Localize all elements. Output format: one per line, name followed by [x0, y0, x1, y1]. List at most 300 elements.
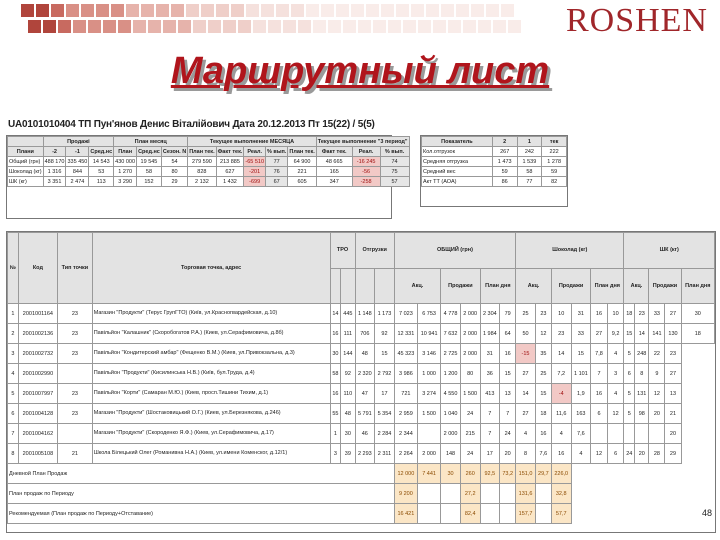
stripe-square [441, 4, 454, 17]
outlet-value-cell: 31 [571, 304, 591, 324]
outlet-value-cell: 1,9 [571, 384, 591, 404]
outlet-value-cell: 22 [649, 344, 665, 364]
outlet-value-cell: 24 [460, 404, 480, 424]
footer-value-cell: 226,0 [551, 464, 571, 484]
outlet-code-cell: 2001002136 [18, 324, 57, 344]
outlet-value-cell [418, 424, 441, 444]
column-header-cell: -1 [66, 147, 89, 157]
outlet-value-cell: 50 [516, 324, 536, 344]
stripe-square [403, 20, 416, 33]
plan-row [8, 157, 410, 167]
main-table-row [8, 444, 715, 464]
outlet-value-cell: 45 323 [394, 344, 417, 364]
plan-value-cell: 53 [89, 167, 114, 177]
column-header-cell: % вып. [267, 148, 287, 155]
outlet-value-cell: 18 [681, 324, 714, 344]
outlet-value-cell: 1 000 [418, 364, 441, 384]
outlet-value-cell: 7 023 [394, 304, 417, 324]
column-header-cell: План тек. [189, 148, 215, 155]
main-footer-row [8, 464, 715, 484]
plan-value-cell: -201 [244, 167, 266, 177]
stripe-square [268, 20, 281, 33]
outlet-value-cell: 2 304 [480, 304, 500, 324]
plan-value-cell: 80 [161, 167, 187, 177]
plan-value-cell: 14 543 [89, 157, 114, 167]
outlet-value-cell: 248 [635, 344, 649, 364]
plan-value-cell: 279 590 [188, 157, 216, 167]
outlet-value-cell: 1 040 [441, 404, 461, 424]
outlet-value-cell: 24 [624, 444, 635, 464]
outlet-value-cell: 2 293 [355, 444, 375, 464]
plan-value-cell: 74 [380, 157, 409, 167]
plan-table-box [6, 135, 408, 219]
outlet-value-cell: 27 [665, 364, 681, 384]
sub-header-cell [375, 268, 395, 304]
outlet-name-cell: Магазин "Продукти" (Скороденко Я.Ф.) (Киев, ул.Серафимовича, д.17) [92, 424, 330, 444]
sub-header-cell [330, 268, 341, 304]
outlet-value-cell: 14 [330, 304, 341, 324]
main-column-header: Торговая точка, адрес [92, 233, 330, 304]
indicator-header-row [422, 137, 567, 147]
main-table-row [8, 384, 715, 404]
stripe-square [58, 20, 71, 33]
outlet-value-cell: 20 [635, 444, 649, 464]
outlet-value-cell: 24 [460, 444, 480, 464]
footer-value-cell: 151,0 [516, 464, 536, 484]
stripe-square [486, 4, 499, 17]
outlet-value-cell: 130 [665, 324, 681, 344]
indicator-value-cell: 59 [542, 167, 567, 177]
plan-value-cell: 113 [89, 177, 114, 187]
outlet-value-cell: 1 173 [375, 304, 395, 324]
outlet-value-cell: 6 753 [418, 304, 441, 324]
plan-value-cell: 627 [216, 167, 244, 177]
outlet-value-cell: 7 [500, 404, 516, 424]
stripe-square [148, 20, 161, 33]
outlet-name-cell: Магазин "Продукти" (Шостаковицький О.Г.) (Киев, ул.Березнякова, д.246) [92, 404, 330, 424]
column-header-cell: План тек. [289, 148, 315, 155]
outlet-value-cell: 721 [394, 384, 417, 404]
column-header-cell: Факт тек. [316, 147, 352, 157]
outlet-value-cell: 111 [341, 324, 355, 344]
outlet-value-cell: 1 500 [460, 384, 480, 404]
indicator-header-cell: 2 [492, 137, 517, 147]
outlet-value-cell: 706 [355, 324, 375, 344]
plan-value-cell: 152 [137, 177, 162, 187]
stripe-square [141, 4, 154, 17]
group-header-cell: Продажі [43, 137, 114, 147]
outlet-value-cell: 215 [460, 424, 480, 444]
outlet-name-cell: Школа Білецький Олег (Романивна Н.А.) (Киев, ул.имени Коменског, д.12/1) [92, 444, 330, 464]
column-header-cell: Сред.нс [138, 148, 160, 155]
outlet-value-cell: 10 [551, 304, 571, 324]
main-group-header-row [8, 233, 715, 269]
indicator-value-cell: 82 [542, 177, 567, 187]
sub-header-cell: Акц. [394, 268, 440, 304]
outlet-type-cell: 23 [58, 344, 93, 364]
outlet-value-cell: 5 354 [375, 404, 395, 424]
plan-value-cell: 77 [266, 157, 288, 167]
outlet-value-cell: 39 [341, 444, 355, 464]
row-number-cell: 5 [8, 384, 19, 404]
outlet-value-cell: 23 [665, 344, 681, 364]
footer-value-cell: 157,7 [516, 504, 536, 524]
indicator-value-cell: 1 539 [517, 157, 542, 167]
outlet-value-cell: 15 [500, 364, 516, 384]
outlet-value-cell: 17 [480, 444, 500, 464]
outlet-value-cell: 18 [535, 404, 551, 424]
outlet-value-cell: 16 [500, 344, 516, 364]
plan-value-cell: 54 [161, 157, 187, 167]
stripe-square [193, 20, 206, 33]
stripe-square [313, 20, 326, 33]
outlet-value-cell: 4 550 [441, 384, 461, 404]
plan-value-cell: ШК (кг) [8, 177, 44, 187]
main-group-header: ТРО [330, 233, 355, 269]
indicator-value-cell: Средний вес [422, 167, 493, 177]
outlet-value-cell: 2 000 [441, 424, 461, 444]
outlet-value-cell: 15 [624, 324, 635, 344]
main-table-box [6, 231, 716, 533]
indicator-table [421, 136, 567, 187]
footer-label-cell: План продаж по Периоду [8, 484, 395, 504]
main-table-row [8, 344, 715, 364]
outlet-value-cell: 144 [341, 344, 355, 364]
indicator-value-cell: 267 [492, 147, 517, 157]
outlet-name-cell: Павільйон "Калашник" (Скоробогатов Р.А.) (Киев, ул.Серафимовича, д.8б) [92, 324, 330, 344]
outlet-value-cell: 8 [516, 444, 536, 464]
outlet-value-cell: 28 [649, 444, 665, 464]
stripe-square [351, 4, 364, 17]
outlet-type-cell: 23 [58, 384, 93, 404]
plan-value-cell: -258 [352, 177, 380, 187]
sub-header-cell: Акц. [624, 268, 649, 304]
outlet-value-cell: 31 [480, 344, 500, 364]
plan-value-cell: 347 [316, 177, 352, 187]
outlet-value-cell: 5 791 [355, 404, 375, 424]
plan-value-cell: 335 450 [67, 158, 88, 165]
indicator-value-cell: 222 [542, 147, 567, 157]
outlet-value-cell: 141 [649, 324, 665, 344]
plan-group-header-row [8, 137, 410, 147]
stripe-square [36, 4, 49, 17]
sub-header-cell: План дня [591, 268, 624, 304]
stripe-square [306, 4, 319, 17]
outlet-value-cell: 18 [624, 304, 635, 324]
main-column-header: Код [18, 233, 57, 304]
stripe-square [448, 20, 461, 33]
footer-value-cell [418, 484, 441, 504]
outlet-value-cell: 35 [535, 344, 551, 364]
plan-value-cell: 19 545 [137, 157, 162, 167]
plan-value-cell: 29 [161, 177, 187, 187]
outlet-value-cell: 21 [665, 404, 681, 424]
stripe-square [321, 4, 334, 17]
outlet-value-cell: 33 [571, 324, 591, 344]
outlet-value-cell: 3 986 [394, 364, 417, 384]
indicator-value-cell: 1 473 [492, 157, 517, 167]
footer-value-cell: 7 441 [418, 464, 441, 484]
sub-header-cell: Продажи [649, 268, 681, 304]
plan-value-cell: 58 [137, 167, 162, 177]
outlet-value-cell: 46 [355, 424, 375, 444]
outlet-value-cell: 1 101 [571, 364, 591, 384]
outlet-value-cell: 36 [480, 364, 500, 384]
outlet-value-cell: 33 [649, 304, 665, 324]
sub-header-cell [341, 268, 355, 304]
outlet-value-cell: 1 984 [480, 324, 500, 344]
outlet-value-cell: 2 000 [460, 344, 480, 364]
column-header-cell: Сред.нс [90, 148, 113, 155]
outlet-value-cell: 6 [607, 444, 624, 464]
outlet-value-cell: 7,6 [535, 444, 551, 464]
stripe-square [28, 20, 41, 33]
sub-header-cell: Продажи [551, 268, 590, 304]
outlet-value-cell: 14 [516, 384, 536, 404]
outlet-code-cell: 2001004162 [18, 424, 57, 444]
outlet-value-cell: 15 [535, 384, 551, 404]
outlet-type-cell: 23 [58, 324, 93, 344]
outlet-value-cell: 79 [500, 304, 516, 324]
outlet-value-cell: 27 [591, 324, 608, 344]
stripe-square [81, 4, 94, 17]
outlet-value-cell: 5 [624, 344, 635, 364]
outlet-type-cell [58, 424, 93, 444]
outlet-value-cell: 13 [500, 384, 516, 404]
indicator-value-cell: Средняя отгрузка [422, 157, 493, 167]
outlet-value-cell: 30 [681, 304, 714, 324]
outlet-value-cell: 15 [571, 344, 591, 364]
outlet-value-cell: 55 [330, 404, 341, 424]
column-header-cell: Сезон. N [162, 148, 187, 155]
outlet-value-cell [624, 424, 635, 444]
row-number-cell: 8 [8, 444, 19, 464]
outlet-value-cell: 25 [516, 304, 536, 324]
outlet-type-cell: 23 [58, 404, 93, 424]
main-table-row [8, 324, 715, 344]
outlet-code-cell: 2001004128 [18, 404, 57, 424]
outlet-name-cell: Павільйон "Кондитерский амбар" (Фещенко В.М.) (Киев, ул.Привокзальна, д.3) [92, 344, 330, 364]
stripe-square [396, 4, 409, 17]
plan-value-cell: 828 [188, 167, 216, 177]
outlet-value-cell: 7 [480, 404, 500, 424]
outlet-value-cell: 30 [341, 424, 355, 444]
row-number-cell: 7 [8, 424, 19, 444]
stripe-square [6, 4, 19, 17]
main-group-header: Отгрузки [355, 233, 394, 269]
row-number-cell: 3 [8, 344, 19, 364]
stripe-square [21, 4, 34, 17]
row-number-cell: 4 [8, 364, 19, 384]
indicator-header-cell: тек [542, 137, 567, 147]
stripe-square [298, 20, 311, 33]
outlet-value-cell: 6 [591, 404, 608, 424]
main-table-row [8, 424, 715, 444]
outlet-value-cell: 2 000 [460, 324, 480, 344]
main-column-header: Тип точки [58, 233, 93, 304]
indicator-header-cell: 1 [517, 137, 542, 147]
indicator-value-cell: 59 [492, 167, 517, 177]
outlet-value-cell: 8 [635, 364, 649, 384]
outlet-value-cell [635, 424, 649, 444]
outlet-value-cell: 15 [375, 344, 395, 364]
outlet-value-cell: 27 [516, 404, 536, 424]
plan-value-cell: 2 474 [66, 177, 89, 187]
plan-value-cell: 488 170 [44, 158, 65, 165]
footer-value-cell [535, 504, 551, 524]
outlet-code-cell: 2001005108 [18, 444, 57, 464]
outlet-value-cell: -15 [516, 344, 536, 364]
stripe-square [501, 4, 514, 17]
outlet-value-cell: 148 [441, 444, 461, 464]
footer-value-cell: 82,4 [460, 504, 480, 524]
outlet-name-cell: Павільйон "Продукти" (Кисилинська Н.В.) (Київ, бул.Труда, д.4) [92, 364, 330, 384]
plan-value-cell: 76 [266, 167, 288, 177]
plan-row [8, 177, 410, 187]
outlet-value-cell: 2 320 [355, 364, 375, 384]
outlet-value-cell: 16 [535, 424, 551, 444]
group-header-cell: План месяц [114, 137, 188, 147]
outlet-value-cell: 2 792 [375, 364, 395, 384]
footer-value-cell: 92,5 [480, 464, 500, 484]
route-sheet-image [0, 113, 720, 540]
row-number-cell: 2 [8, 324, 19, 344]
outlet-value-cell: 1 148 [355, 304, 375, 324]
indicator-value-cell: 58 [517, 167, 542, 177]
stripe-square [418, 20, 431, 33]
outlet-value-cell: 3 [607, 364, 624, 384]
page-number: 48 [701, 508, 712, 518]
stripe-square [358, 20, 371, 33]
plan-column-header-row [8, 147, 410, 157]
stripe-square [381, 4, 394, 17]
main-table [7, 232, 715, 524]
footer-value-cell: 29,7 [535, 464, 551, 484]
stripe-square [171, 4, 184, 17]
outlet-value-cell: 27 [665, 304, 681, 324]
stripe-square [208, 20, 221, 33]
plan-table [7, 136, 410, 187]
outlet-value-cell: 1 500 [418, 404, 441, 424]
outlet-type-cell: 21 [58, 444, 93, 464]
outlet-value-cell: 16 [330, 324, 341, 344]
outlet-value-cell: 2 344 [394, 424, 417, 444]
outlet-value-cell: 4 778 [441, 304, 461, 324]
stripe-square [493, 20, 506, 33]
indicator-table-box [420, 135, 568, 207]
stripe-square [276, 4, 289, 17]
outlet-value-cell: 3 146 [418, 344, 441, 364]
outlet-value-cell: 7 [480, 424, 500, 444]
indicator-value-cell: 1 278 [542, 157, 567, 167]
main-footer-row [8, 484, 715, 504]
plan-value-cell: 3 351 [43, 177, 66, 187]
outlet-value-cell: 92 [375, 324, 395, 344]
outlet-value-cell: 163 [571, 404, 591, 424]
outlet-value-cell: 2 000 [460, 304, 480, 324]
outlet-value-cell: 20 [649, 404, 665, 424]
outlet-value-cell: 131 [635, 384, 649, 404]
footer-value-cell: 30 [441, 464, 461, 484]
stripe-square [111, 4, 124, 17]
plan-value-cell: -16 245 [352, 157, 380, 167]
indicator-row [422, 147, 567, 157]
outlet-value-cell: 47 [355, 384, 375, 404]
indicator-value-cell: 77 [517, 177, 542, 187]
stripe-square [388, 20, 401, 33]
plan-value-cell: -699 [244, 177, 266, 187]
stripe-square [283, 20, 296, 33]
outlet-value-cell: 2 284 [375, 424, 395, 444]
outlet-value-cell: 64 [500, 324, 516, 344]
outlet-value-cell: 7 632 [441, 324, 461, 344]
main-group-header: Шоколад (кг) [516, 233, 624, 269]
outlet-value-cell: 29 [665, 444, 681, 464]
outlet-value-cell: 5 [624, 384, 635, 404]
outlet-value-cell: 2 311 [375, 444, 395, 464]
outlet-value-cell: 27 [516, 364, 536, 384]
outlet-value-cell: 16 [551, 444, 571, 464]
sub-header-cell: Продажи [441, 268, 480, 304]
plan-value-cell: Общий (грн) [8, 157, 44, 167]
outlet-value-cell: 9 [649, 364, 665, 384]
footer-value-cell [535, 484, 551, 504]
plan-value-cell: 844 [66, 167, 89, 177]
plan-value-cell: 2 132 [188, 177, 216, 187]
outlet-value-cell: 4 [551, 424, 571, 444]
stripe-square [366, 4, 379, 17]
plan-value-cell: 213 885 [216, 157, 244, 167]
outlet-value-cell: 2 264 [394, 444, 417, 464]
main-footer-row [8, 504, 715, 524]
stripe-square [13, 20, 26, 33]
column-header-cell: Плани [8, 147, 44, 157]
main-table-row [8, 364, 715, 384]
outlet-value-cell: 98 [635, 404, 649, 424]
outlet-value-cell: 16 [591, 384, 608, 404]
main-group-header: ШК (кг) [624, 233, 715, 269]
outlet-value-cell: 4 [571, 444, 591, 464]
outlet-value-cell: 12 331 [394, 324, 417, 344]
indicator-row [422, 177, 567, 187]
plan-value-cell: 430 000 [115, 158, 136, 165]
outlet-value-cell [591, 424, 608, 444]
footer-value-cell: 57,7 [551, 504, 571, 524]
outlet-value-cell: -4 [551, 384, 571, 404]
outlet-name-cell: Павільйон "Корти" (Самаран М.Ю.) (Киев, просп.Тишини Тихим, д.1) [92, 384, 330, 404]
footer-label-cell: Рекомендуемая (План продаж по Периоду+Отставание) [8, 504, 395, 524]
plan-value-cell: 3 290 [114, 177, 137, 187]
outlet-value-cell: 3 274 [418, 384, 441, 404]
plan-value-cell: -65 510 [245, 158, 265, 165]
stripe-square [373, 20, 386, 33]
outlet-value-cell: 4 [607, 384, 624, 404]
stripe-square [156, 4, 169, 17]
stripe-square [66, 4, 79, 17]
stripe-square [411, 4, 424, 17]
sub-header-cell: План дня [480, 268, 516, 304]
outlet-value-cell: 14 [635, 324, 649, 344]
group-header-cell: Текущее выполнение "3 период" [317, 138, 408, 145]
stripe-square [96, 4, 109, 17]
plan-value-cell: 1 270 [114, 167, 137, 177]
stripe-square [291, 4, 304, 17]
outlet-code-cell: 2001002732 [18, 344, 57, 364]
stripe-square [201, 4, 214, 17]
column-header-cell: % вып. [380, 147, 409, 157]
stripe-square [433, 20, 446, 33]
stripe-square [246, 4, 259, 17]
